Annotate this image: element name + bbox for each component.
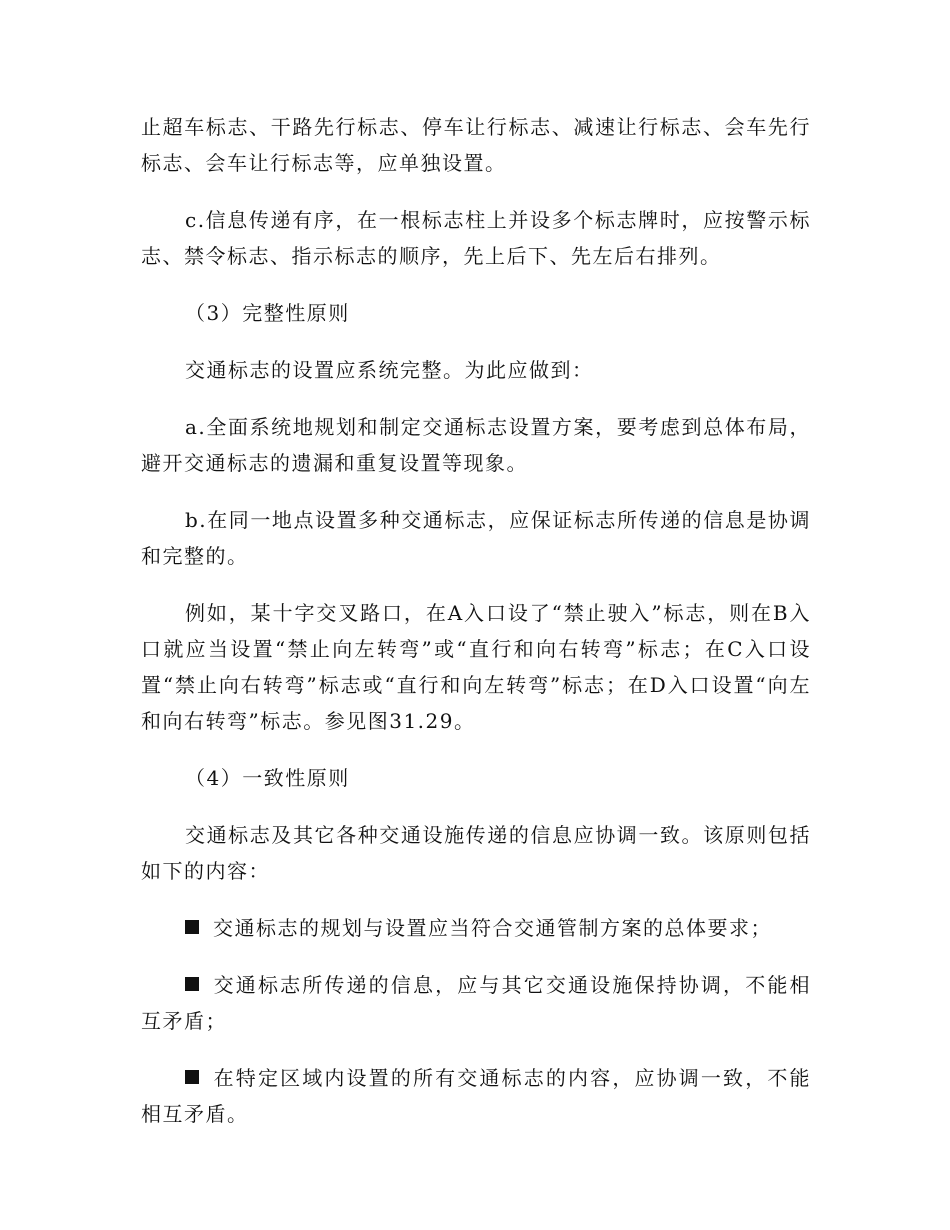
- section-heading-consistency: （4）一致性原则: [185, 766, 350, 790]
- bullet-text: 交通标志所传递的信息，应与其它交通设施保持协调，不能相互矛盾；: [141, 973, 811, 1033]
- paragraph-item-b: b.在同一地点设置多种交通标志，应保证标志所传递的信息是协调和完整的。: [141, 508, 811, 568]
- paragraph-completeness-intro: 交通标志的设置应系统完整。为此应做到：: [185, 358, 594, 382]
- bullet-text: 在特定区域内设置的所有交通标志的内容，应协调一致，不能相互矛盾。: [141, 1066, 811, 1126]
- paragraph-item-a: a.全面系统地规划和制定交通标志设置方案，要考虑到总体布局，避开交通标志的遗漏和重复设置等现象。: [141, 415, 811, 475]
- document-body: [141, 109, 811, 1153]
- paragraph-consistency-intro: 交通标志及其它各种交通设施传递的信息应协调一致。该原则包括如下的内容：: [141, 823, 811, 883]
- square-bullet-icon: [185, 1070, 199, 1084]
- paragraph-example: 例如，某十字交叉路口，在A入口设了“禁止驶入”标志，则在B入口就应当设置“禁止向左转弯”或“直行和向右转弯”标志；在C入口设置“禁止向右转弯”标志或“直行和向左转弯”标志；在D入口设置“向左和向右转弯”标志。参见图31.29。: [141, 601, 811, 733]
- paragraph-item-c: c.信息传递有序，在一根标志柱上并设多个标志牌时，应按警示标志、禁令标志、指示标志的顺序，先上后下、先左后右排列。: [141, 208, 811, 268]
- square-bullet-icon: [185, 977, 199, 991]
- bullet-item: [141, 1060, 811, 1132]
- bullet-item: [141, 910, 811, 946]
- square-bullet-icon: [185, 920, 199, 934]
- bullet-item: [141, 967, 811, 1039]
- bullet-text: 交通标志的规划与设置应当符合交通管制方案的总体要求；: [213, 916, 772, 940]
- section-heading-completeness: （3）完整性原则: [185, 301, 350, 325]
- paragraph-continuation: 止超车标志、干路先行标志、停车让行标志、减速让行标志、会车先行标志、会车让行标志等，应单独设置。: [141, 115, 811, 175]
